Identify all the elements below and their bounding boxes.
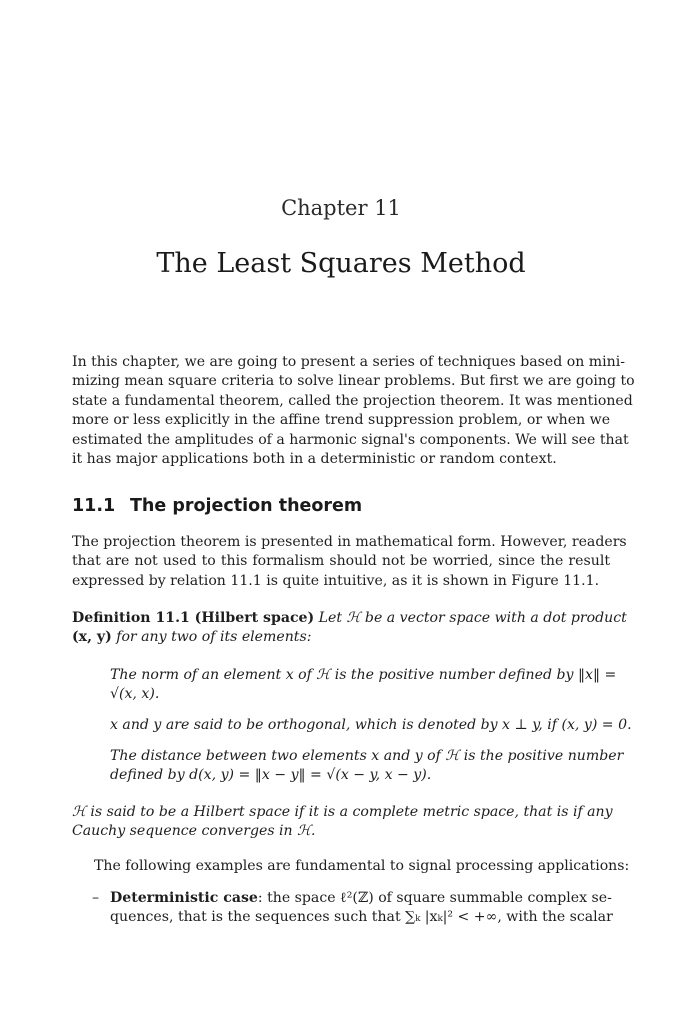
deterministic-line-1 — [110, 889, 610, 908]
definition-item-line: The distance between two elements x and y of ℋ is the positive number — [110, 748, 624, 764]
definition-item-line: √(x, x). — [110, 686, 160, 703]
definition-line-1 — [72, 609, 627, 628]
definition-item-line: x and y are said to be orthogonal, which is denoted by x ⊥ y, if (x, y) = 0. — [110, 717, 632, 733]
examples-intro — [94, 857, 630, 876]
intro-line: more or less explicitly in the affine trend suppression problem, or when we — [72, 412, 611, 429]
definition-block — [72, 609, 627, 648]
definition-closing-line: Cauchy sequence converges in ℋ. — [72, 823, 316, 840]
definition-label: Definition 11.1 (Hilbert space) — [72, 610, 315, 626]
section-line: expressed by relation 11.1 is quite intuitive, as it is shown in Figure 11.1. — [72, 572, 600, 589]
intro-line: estimated the amplitudes of a harmonic signal's components. We will see that — [72, 431, 629, 448]
chapter-label: Chapter 11 — [281, 196, 401, 220]
intro-line: state a fundamental theorem, called the projection theorem. It was mentioned — [72, 392, 633, 409]
definition-closing-line: ℋ is said to be a Hilbert space if it is a complete metric space, that is if any — [72, 804, 613, 820]
definition-item-orthogonal — [110, 716, 632, 735]
intro-line: In this chapter, we are going to present a series of techniques based on mini- — [72, 354, 626, 370]
definition-text-rest: for any two of its elements: — [111, 629, 312, 646]
section-heading — [72, 496, 362, 516]
intro-paragraph — [72, 353, 635, 469]
intro-line: mizing mean square criteria to solve linear problems. But first we are going to — [72, 373, 635, 390]
deterministic-line-2: quences, that is the sequences such that ∑ₖ |xₖ|² < +∞, with the scalar — [110, 909, 613, 926]
definition-line-2 — [72, 628, 610, 647]
definition-item-line: defined by d(x, y) = ‖x − y‖ = √(x − y, x − y). — [110, 767, 432, 784]
section-paragraph — [72, 533, 627, 591]
list-bullet: – — [92, 890, 100, 906]
section-line: The projection theorem is presented in mathematical form. However, readers — [72, 534, 627, 550]
definition-closing — [72, 803, 613, 842]
chapter-title: The Least Squares Method — [156, 248, 526, 279]
intro-line: it has major applications both in a deterministic or random context. — [72, 451, 557, 468]
examples-intro-line: The following examples are fundamental to signal processing applications: — [94, 858, 630, 874]
deterministic-label: Deterministic case — [110, 890, 258, 906]
definition-text: Let ℋ be a vector space with a dot product — [318, 610, 627, 626]
deterministic-text: : the space ℓ²(ℤ) of square summable complex se- — [257, 890, 612, 906]
definition-item-norm — [110, 666, 617, 705]
section-title: The projection theorem — [130, 496, 363, 516]
section-number: 11.1 — [72, 496, 116, 516]
definition-item-distance — [110, 747, 624, 786]
definition-dot-product: (x, y) — [72, 629, 112, 646]
deterministic-case-item — [110, 889, 613, 928]
definition-item-line: The norm of an element x of ℋ is the positive number defined by ‖x‖ = — [110, 667, 617, 683]
section-line: that are not used to this formalism should not be worried, since the result — [72, 553, 610, 570]
